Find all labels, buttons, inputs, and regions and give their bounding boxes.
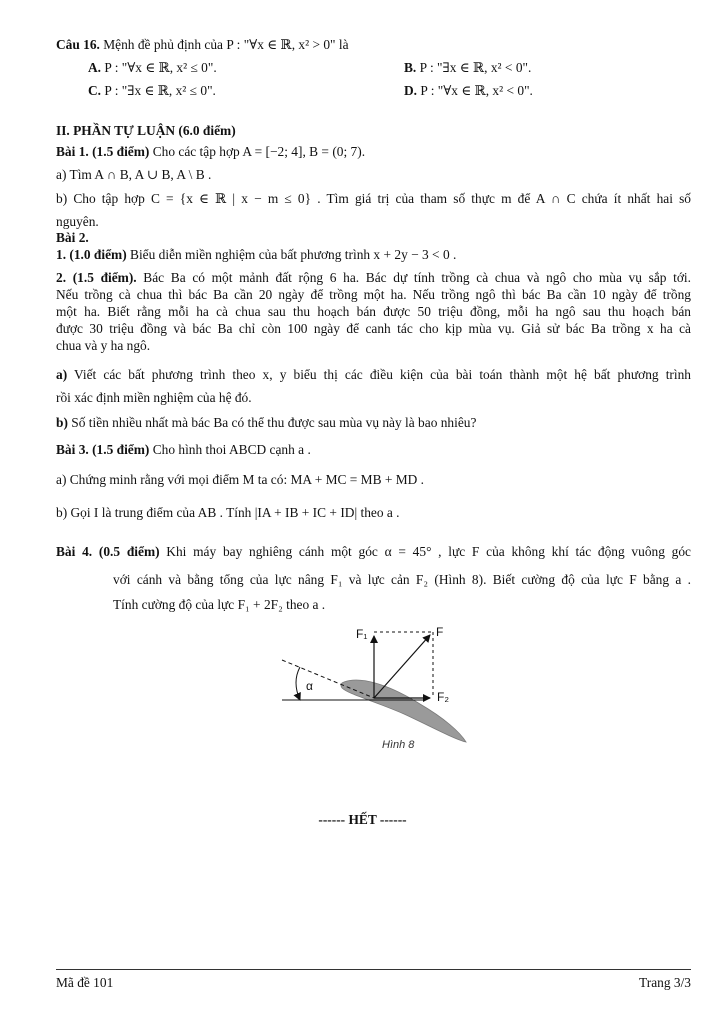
q16-option-a-label: A.	[88, 60, 102, 75]
end-marker: ------ HẾT ------	[318, 812, 407, 827]
bai3-part-a: a) Chứng minh rằng với mọi điểm M ta có: MA + MC = MB + MD .	[56, 472, 425, 487]
bai1-part-b-line2: nguyên.	[56, 214, 99, 229]
q16-stem-text: Mệnh đề phủ định của P : "∀x ∈ ℝ, x² > 0" là	[99, 37, 349, 52]
figure-caption: Hình 8	[382, 739, 415, 751]
footer-divider	[56, 969, 691, 970]
q16-option-d-label: D.	[404, 83, 418, 98]
bai2-part1-text: Biểu diễn miền nghiệm của bất phương trình x + 2y − 3 < 0 .	[126, 247, 457, 262]
bai3-text: Cho hình thoi ABCD cạnh a .	[149, 442, 311, 457]
vector-f	[374, 635, 430, 698]
footer-page-number: Trang 3/3	[639, 975, 691, 990]
q16-option-a-text: P : "∀x ∈ ℝ, x² ≤ 0".	[104, 60, 217, 75]
bai4-line2: với cánh và bằng tổng của lực nâng F₁ và lực cản F₂ (Hình 8). Biết cường độ của lực F bằng a .	[113, 572, 691, 587]
bai2-b-text: Số tiền nhiều nhất mà bác Ba có thể thu được sau mùa vụ này là bao nhiêu?	[67, 415, 477, 430]
bai1-text: Cho các tập hợp A = [−2; 4], B = (0; 7).	[149, 144, 366, 159]
bai2-part2-line3: một ha. Biết rằng mỗi ha cà chua sau thu hoạch bán được 50 triệu đồng, mỗi ha ngô sau thu hoạch bán	[56, 304, 691, 319]
bai2-part2-line2: Nếu trồng cà chua thì bác Ba cần 20 ngày để trồng một ha. Nếu trồng ngô thì bác Ba cần 10 ngày để trồng	[56, 287, 691, 302]
bai2-label: Bài 2.	[56, 230, 89, 245]
bai2-a-label: a)	[56, 367, 68, 382]
bai3-label: Bài 3. (1.5 điểm)	[56, 442, 150, 457]
bai1-stem	[56, 144, 365, 160]
alpha-label: α	[306, 679, 313, 693]
part2-heading: II. PHẦN TỰ LUẬN (6.0 điểm)	[56, 123, 236, 138]
q16-option-b-label: B.	[404, 60, 417, 75]
bai2-b-label: b)	[56, 415, 68, 430]
bai2-b	[56, 415, 476, 431]
bai4-label: Bài 4. (0.5 điểm)	[56, 544, 160, 559]
bai2-a-line1-text: Viết các bất phương trình theo x, y biểu thị các điều kiện của bài toán thành một hệ bất phương trình	[67, 367, 691, 382]
bai3-stem	[56, 442, 311, 458]
bai2-part1-label: 1. (1.0 điểm)	[56, 247, 127, 262]
label-f2: F₂	[437, 690, 449, 704]
bai2-a-line2: rồi xác định miền nghiệm của hệ đó.	[56, 390, 252, 405]
bai1-part-a: a) Tìm A ∩ B, A ∪ B, A \ B .	[56, 167, 212, 182]
bai4-line1	[56, 544, 691, 560]
bai2-part2-line5: chua và y ha ngô.	[56, 338, 151, 353]
bai4-line1-text: Khi máy bay nghiêng cánh một góc α = 45° , lực F của không khí tác động vuông góc	[159, 544, 691, 559]
bai3-part-b: b) Gọi I là trung điểm của AB . Tính |IA + IB + IC + ID| theo a .	[56, 505, 400, 520]
q16-option-c-text: P : "∃x ∈ ℝ, x² ≤ 0".	[104, 83, 216, 98]
footer-exam-code: Mã đề 101	[56, 975, 114, 990]
bai2-part1	[56, 247, 456, 263]
q16-option-d-text: P : "∀x ∈ ℝ, x² < 0".	[420, 83, 533, 98]
bai2-part2-line1	[56, 270, 691, 286]
q16-option-b-text: P : "∃x ∈ ℝ, x² < 0".	[419, 60, 532, 75]
q16-stem	[56, 37, 349, 53]
bai2-part2-line1-text: Bác Ba có một mảnh đất rộng 6 ha. Bác dự tính trồng cà chua và ngô cho mùa vụ sắp tới.	[136, 270, 691, 285]
q16-option-a	[88, 60, 217, 76]
bai2-part2-label: 2. (1.5 điểm).	[56, 270, 137, 285]
q16-label: Câu 16.	[56, 37, 100, 52]
label-f1: F₁	[356, 627, 368, 641]
bai1-part-b-line1: b) Cho tập hợp C = {x ∈ ℝ | x − m ≤ 0} . Tìm giá trị của tham số thực m để A ∩ C chứa ít nhất hai số	[56, 191, 691, 206]
q16-option-b	[404, 60, 531, 76]
q16-option-c	[88, 83, 216, 99]
bai2-a-line1	[56, 367, 691, 383]
bai4-line3: Tính cường độ của lực F₁ + 2F₂ theo a .	[113, 597, 326, 612]
bai2-part2-line4: được 30 triệu đồng và bác Ba chỉ còn 100 ngày để canh tác cho kịp mùa vụ. Giả sử bác Ba trồng x ha cà	[56, 321, 691, 336]
label-f: F	[436, 625, 444, 639]
wing-force-diagram	[270, 618, 500, 758]
bai1-label: Bài 1. (1.5 điểm)	[56, 144, 150, 159]
q16-option-c-label: C.	[88, 83, 102, 98]
q16-option-d	[404, 83, 533, 99]
alpha-arc	[296, 667, 300, 700]
